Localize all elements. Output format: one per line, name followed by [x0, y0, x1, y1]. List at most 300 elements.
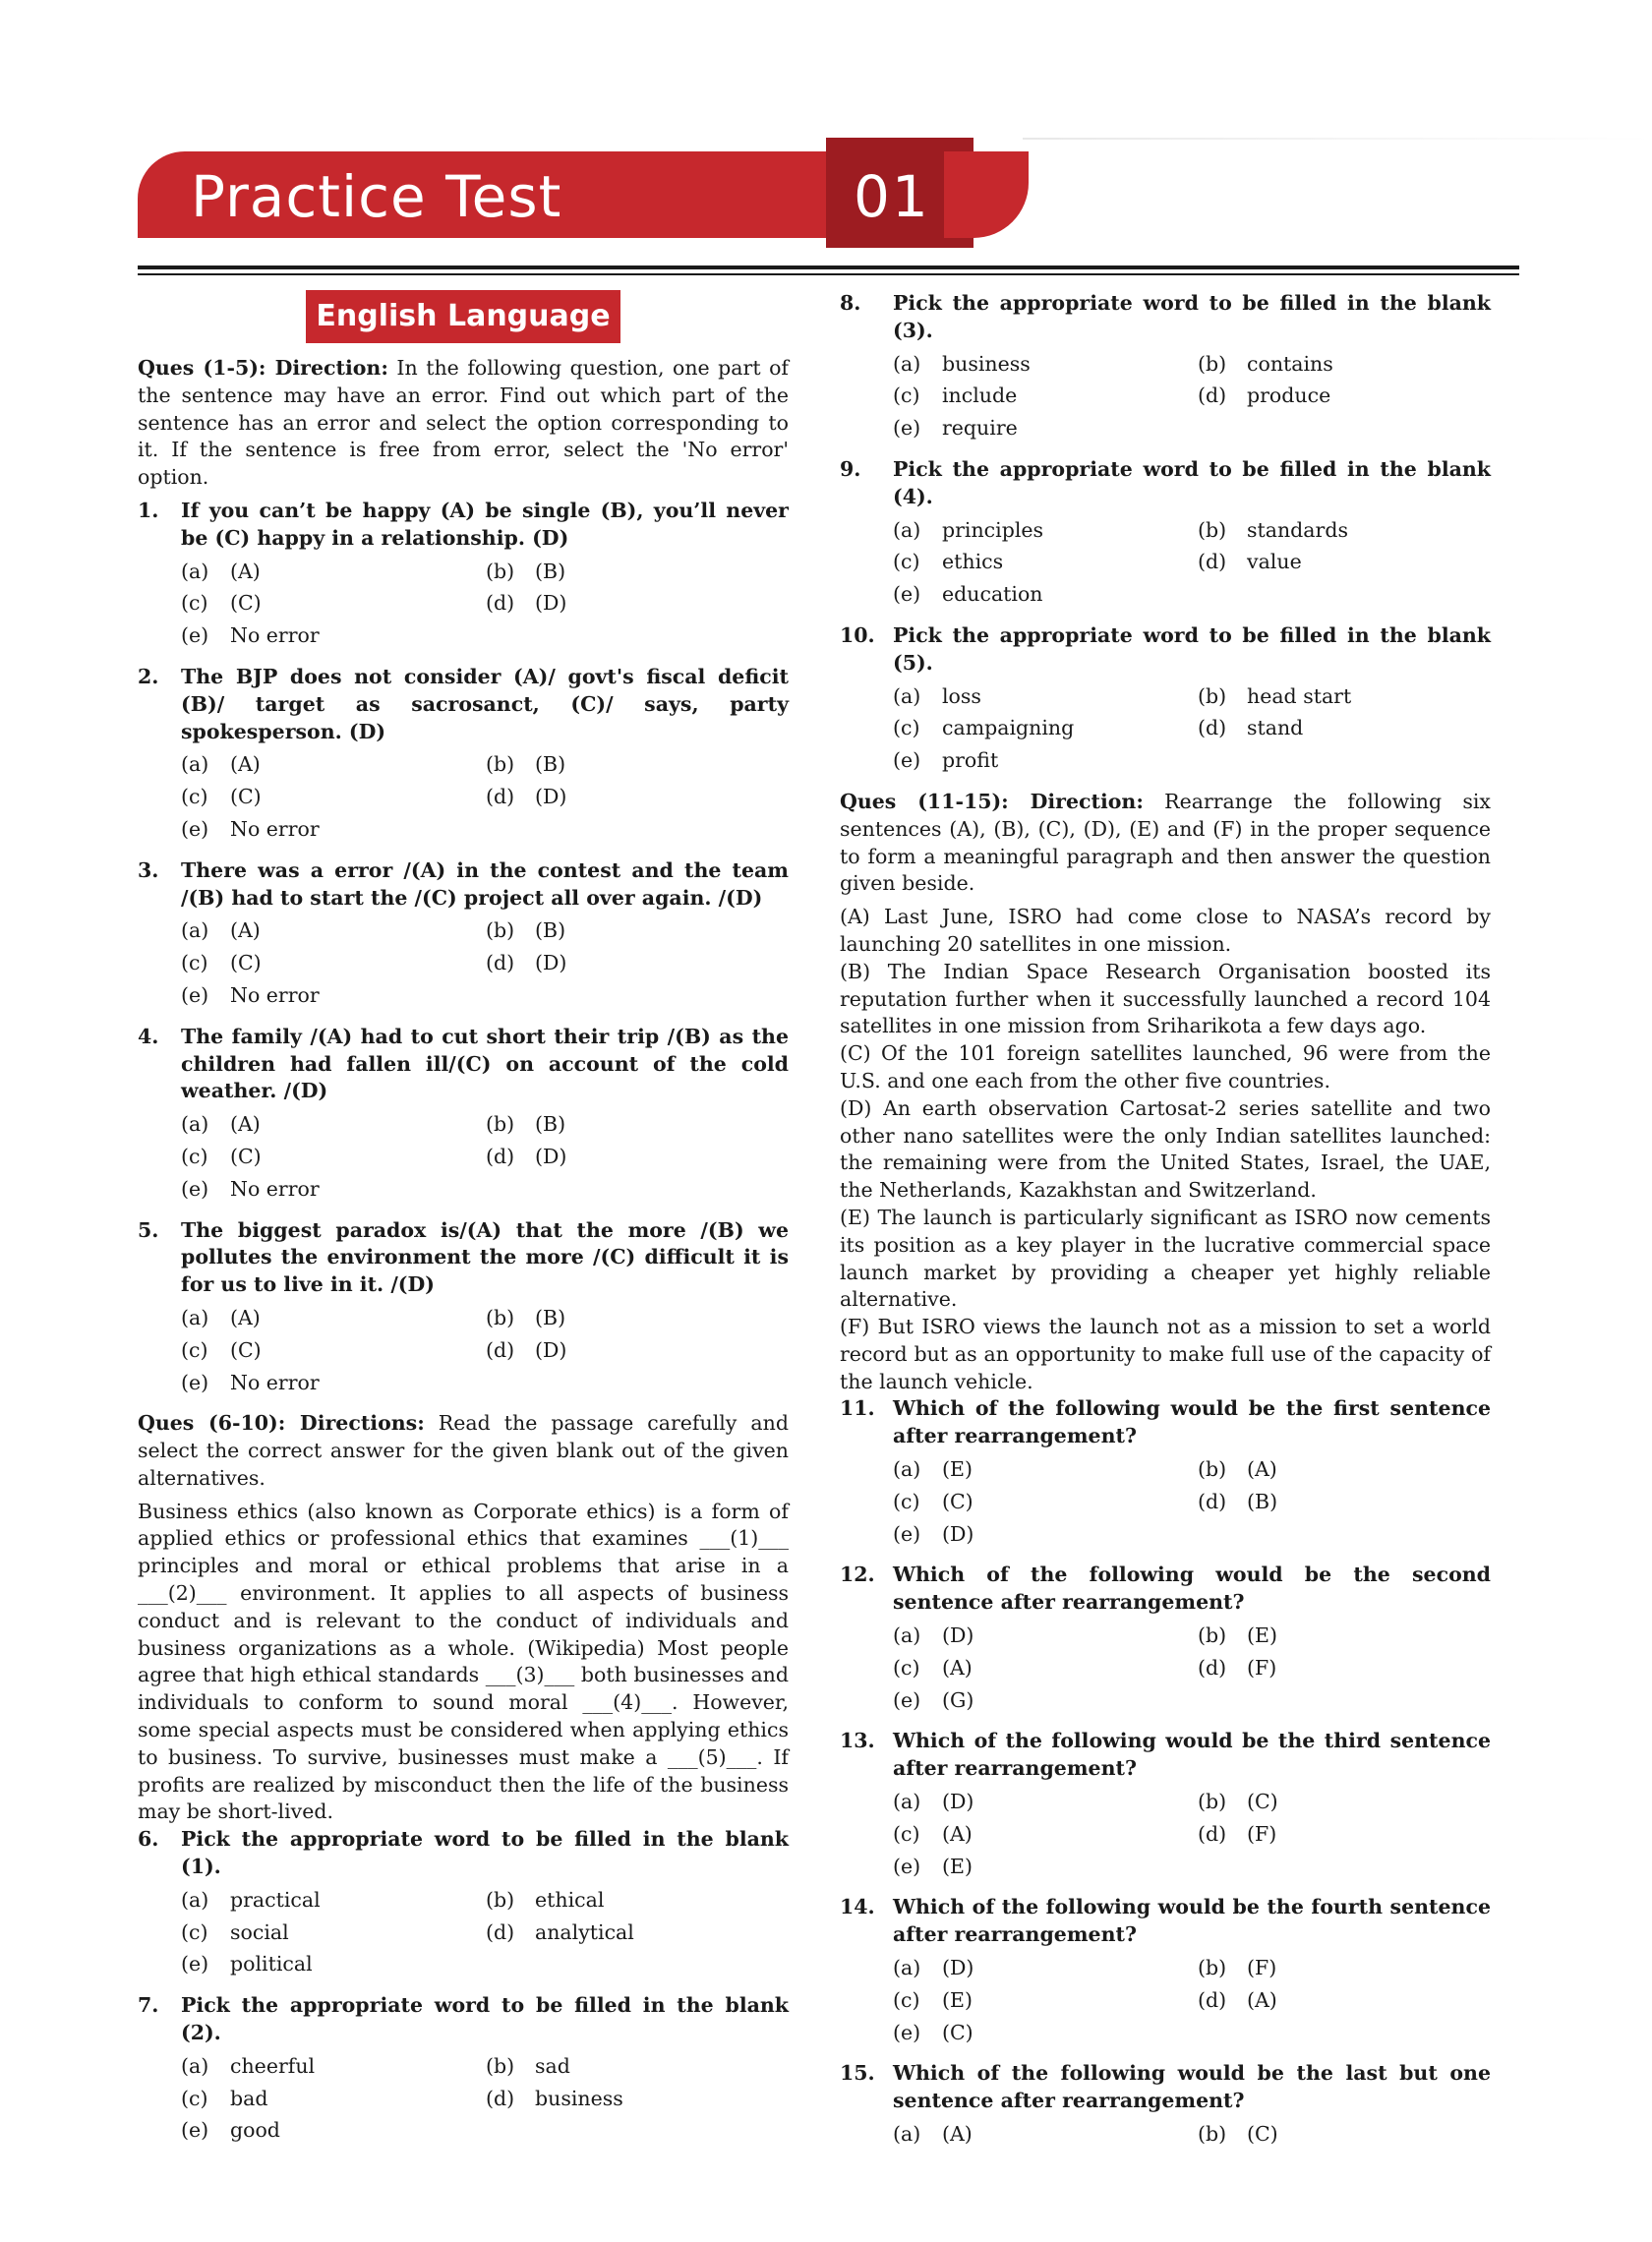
option-item	[181, 917, 486, 945]
option-text: value	[1247, 550, 1302, 574]
option-item	[486, 1919, 791, 1947]
option-item	[181, 590, 486, 618]
option-item	[181, 1111, 486, 1139]
option-letter: (e)	[893, 1687, 921, 1712]
option-letter: (e)	[181, 1370, 209, 1394]
option-item	[893, 415, 1198, 442]
option-list	[893, 2121, 1491, 2149]
option-text: (B)	[1247, 1489, 1278, 1513]
option-item	[893, 1821, 1198, 1849]
option-text: (D)	[942, 1790, 974, 1814]
option-item	[486, 559, 791, 586]
sentence-item: (E) The launch is particularly significant as ISRO now cements its position as a key player in the lucrative commercial space launch market by providing a cheaper yet highly reliable alternative.	[840, 1205, 1491, 1312]
left-column	[138, 290, 789, 2145]
option-letter: (b)	[1198, 1457, 1227, 1482]
option-item	[893, 1854, 1198, 1881]
option-letter: (a)	[893, 2122, 921, 2147]
question-item	[840, 1562, 1491, 1714]
option-letter: (b)	[486, 752, 515, 777]
option-item	[181, 1887, 486, 1915]
option-text: produce	[1247, 384, 1331, 408]
option-letter: (b)	[1198, 2122, 1227, 2147]
option-text: practical	[230, 1887, 321, 1912]
option-item	[486, 1337, 791, 1365]
option-list	[893, 1955, 1491, 2046]
option-letter: (b)	[1198, 351, 1227, 376]
question-number: 15.	[840, 2061, 875, 2086]
option-text: bad	[230, 2086, 268, 2110]
option-letter: (e)	[181, 982, 209, 1007]
option-text: (D)	[942, 1521, 974, 1546]
option-item	[893, 351, 1198, 379]
option-text: (F)	[1247, 1956, 1277, 1980]
divider-thin	[138, 273, 1519, 275]
option-item	[181, 950, 486, 977]
question-number: 11.	[840, 1396, 875, 1421]
option-item	[181, 982, 486, 1010]
direction-text: Rearrange the following six sentences (A), (B), (C), (D), (E) and (F) in the proper sequence to form a meaningful paragraph and then answer the question given beside.	[840, 789, 1491, 896]
question-item	[840, 290, 1491, 442]
option-item	[181, 751, 486, 779]
option-item	[181, 2086, 486, 2113]
option-text: analytical	[535, 1919, 634, 1944]
question-text: Which of the following would be the third sentence after rearrangement?	[893, 1729, 1491, 1781]
option-text: (F)	[1247, 1655, 1277, 1680]
option-letter: (b)	[1198, 1623, 1227, 1648]
option-text: (D)	[535, 1337, 567, 1362]
option-letter: (a)	[181, 752, 209, 777]
option-item	[486, 2086, 791, 2113]
question-number: 12.	[840, 1563, 875, 1587]
question-number: 6.	[138, 1827, 159, 1852]
option-list	[893, 683, 1491, 775]
option-text: business	[942, 351, 1031, 376]
question-text: Which of the following would be the fourth sentence after rearrangement?	[893, 1895, 1491, 1947]
option-text: sad	[535, 2053, 570, 2078]
divider-thick	[138, 266, 1519, 269]
option-text: (D)	[535, 951, 567, 975]
option-text: contains	[1247, 351, 1333, 376]
option-text: (G)	[942, 1687, 974, 1712]
direction-1	[138, 355, 789, 492]
option-text: No error	[230, 816, 320, 841]
question-number: 1.	[138, 498, 159, 522]
question-text: Which of the following would be the first sentence after rearrangement?	[893, 1396, 1491, 1448]
option-item	[486, 950, 791, 977]
option-list	[181, 2053, 789, 2145]
option-text: (C)	[942, 2020, 974, 2044]
option-letter: (c)	[893, 384, 920, 408]
question-line	[840, 1562, 1491, 1617]
question-number: 8.	[840, 291, 861, 315]
option-letter: (b)	[486, 559, 515, 583]
option-letter: (e)	[181, 1952, 209, 1976]
option-item	[893, 2121, 1198, 2149]
option-item	[1198, 1489, 1503, 1516]
option-letter: (b)	[486, 1887, 515, 1912]
question-item	[138, 1992, 789, 2145]
option-item	[1198, 1821, 1503, 1849]
option-item	[1198, 517, 1503, 545]
option-text: (A)	[230, 1305, 261, 1329]
option-letter: (d)	[1198, 1655, 1227, 1680]
option-letter: (d)	[486, 2086, 515, 2110]
direction-text: In the following question, one part of the sentence may have an error. Find out which part of the sentence has an error and select the option corresponding to it. If the sentence is free from error, select the 'No error' option.	[138, 356, 789, 490]
option-text: No error	[230, 982, 320, 1007]
option-list	[181, 1305, 789, 1396]
option-item	[486, 1111, 791, 1139]
question-item	[138, 1217, 789, 1397]
option-letter: (c)	[181, 591, 208, 616]
option-letter: (a)	[893, 517, 921, 542]
option-item	[893, 517, 1198, 545]
option-text: cheerful	[230, 2053, 316, 2078]
option-text: (C)	[230, 951, 262, 975]
sentence-item: (F) But ISRO views the launch not as a mission to set a world record but as an opportunity to make full use of the capacity of the launch vehicle.	[840, 1315, 1491, 1393]
option-text: ethics	[942, 550, 1004, 574]
option-item	[486, 784, 791, 811]
option-letter: (d)	[486, 591, 515, 616]
option-text: (C)	[1247, 2122, 1278, 2147]
option-letter: (c)	[893, 550, 920, 574]
question-number: 5.	[138, 1217, 159, 1242]
option-item	[181, 1919, 486, 1947]
option-item	[486, 2053, 791, 2081]
question-text: Pick the appropriate word to be filled in the blank (2).	[181, 1993, 789, 2045]
option-letter: (c)	[181, 1919, 208, 1944]
option-letter: (b)	[486, 2053, 515, 2078]
question-line	[138, 1826, 789, 1881]
option-text: (C)	[942, 1489, 974, 1513]
option-item	[893, 1622, 1198, 1650]
option-text: campaigning	[942, 716, 1075, 740]
option-item	[893, 715, 1198, 742]
option-item	[181, 1144, 486, 1171]
option-item	[486, 1305, 791, 1332]
option-text: head start	[1247, 683, 1352, 708]
option-text: (C)	[1247, 1790, 1278, 1814]
option-item	[181, 784, 486, 811]
option-text: profit	[942, 748, 999, 773]
question-item	[840, 622, 1491, 775]
option-item	[1198, 1789, 1503, 1816]
option-text: ethical	[535, 1887, 605, 1912]
option-letter: (a)	[181, 559, 209, 583]
option-letter: (e)	[893, 1854, 921, 1878]
sentence-item: (B) The Indian Space Research Organisation boosted its reputation further when it successfully launched a record 104 satellites in one mission from Sriharikota a few days ago.	[840, 959, 1491, 1038]
option-item	[486, 1887, 791, 1915]
option-item	[893, 581, 1198, 609]
option-item	[181, 1305, 486, 1332]
question-text: Pick the appropriate word to be filled in the blank (4).	[893, 456, 1491, 508]
option-item	[1198, 549, 1503, 576]
passage: Business ethics (also known as Corporate ethics) is a form of applied ethics or professional ethics that examines ___(1)___ principles and moral or ethical problems that arise in a ___(2)___ environment. It applies to all aspects of business conduct and is relevant to the conduct of individuals and business organizations as a whole. (Wikipedia) Most people agree that high ethical standards ___(3)___ both businesses and individuals to conform to sound moral ___(4)___. However, some special aspects must be considered when applying ethics to business. To survive, businesses must make a ___(5)___. If profits are realized by misconduct then the life of the business may be short-lived.	[138, 1499, 789, 1824]
option-text: (A)	[230, 918, 261, 943]
question-item	[138, 1826, 789, 1978]
question-line	[138, 857, 789, 913]
banner-tail	[944, 151, 1029, 238]
option-letter: (e)	[181, 2118, 209, 2143]
option-text: (A)	[230, 1112, 261, 1137]
option-item	[893, 383, 1198, 410]
option-item	[893, 1789, 1198, 1816]
option-letter: (d)	[486, 1144, 515, 1168]
option-letter: (e)	[893, 582, 921, 607]
question-line	[138, 1992, 789, 2047]
question-item	[840, 2060, 1491, 2148]
option-item	[181, 559, 486, 586]
question-line	[138, 498, 789, 553]
question-list-8-10	[840, 290, 1491, 775]
option-item	[486, 590, 791, 618]
option-text: stand	[1247, 716, 1304, 740]
option-text: (D)	[535, 591, 567, 616]
option-item	[1198, 683, 1503, 711]
option-list	[181, 917, 789, 1009]
option-item	[893, 1687, 1198, 1715]
option-letter: (a)	[893, 351, 921, 376]
option-text: (B)	[535, 1305, 566, 1329]
option-letter: (b)	[486, 1112, 515, 1137]
option-item	[893, 1521, 1198, 1549]
page-title: Practice Test	[191, 163, 562, 230]
option-text: (A)	[1247, 1987, 1277, 2012]
option-item	[486, 751, 791, 779]
option-list	[893, 351, 1491, 442]
option-letter: (d)	[486, 951, 515, 975]
option-letter: (d)	[1198, 550, 1227, 574]
option-list	[893, 1789, 1491, 1880]
option-letter: (a)	[893, 1623, 921, 1648]
option-item	[893, 1489, 1198, 1516]
option-letter: (a)	[893, 1956, 921, 1980]
question-line	[138, 1217, 789, 1299]
option-letter: (e)	[893, 1521, 921, 1546]
option-letter: (c)	[893, 1489, 920, 1513]
option-list	[893, 517, 1491, 609]
option-letter: (d)	[1198, 716, 1227, 740]
option-text: (C)	[230, 1337, 262, 1362]
option-letter: (e)	[893, 416, 921, 441]
right-column	[840, 290, 1491, 2149]
option-letter: (a)	[893, 1457, 921, 1482]
option-text: (D)	[942, 1956, 974, 1980]
question-text: Pick the appropriate word to be filled in the blank (3).	[893, 291, 1491, 342]
option-item	[181, 1370, 486, 1397]
option-text: (B)	[535, 918, 566, 943]
option-item	[486, 1144, 791, 1171]
option-letter: (b)	[1198, 1790, 1227, 1814]
option-letter: (a)	[181, 2053, 209, 2078]
option-text: (D)	[535, 785, 567, 809]
option-text: (D)	[942, 1623, 974, 1648]
question-number: 13.	[840, 1729, 875, 1753]
question-text: Which of the following would be the last but one sentence after rearrangement?	[893, 2061, 1491, 2113]
option-item	[893, 549, 1198, 576]
question-line	[840, 1728, 1491, 1783]
sentence-item: (A) Last June, ISRO had come close to NASA’s record by launching 20 satellites in one mission.	[840, 905, 1491, 956]
option-item	[181, 2053, 486, 2081]
question-item	[138, 498, 789, 650]
question-text: There was a error /(A) in the contest and the team /(B) had to start the /(C) project all over again. /(D)	[181, 857, 789, 910]
option-text: (A)	[1247, 1457, 1277, 1482]
option-letter: (d)	[1198, 384, 1227, 408]
question-item	[138, 664, 789, 844]
option-letter: (a)	[181, 1305, 209, 1329]
option-letter: (c)	[181, 951, 208, 975]
question-text: Pick the appropriate word to be filled in the blank (5).	[893, 622, 1491, 675]
option-text: (F)	[1247, 1821, 1277, 1846]
question-list-6-7	[138, 1826, 789, 2145]
option-letter: (e)	[181, 623, 209, 648]
option-item	[893, 683, 1198, 711]
question-line	[138, 1024, 789, 1105]
option-letter: (b)	[486, 1305, 515, 1329]
question-line	[840, 456, 1491, 511]
option-item	[181, 816, 486, 844]
option-text: (E)	[1247, 1623, 1277, 1648]
option-letter: (d)	[1198, 1489, 1227, 1513]
question-text: The biggest paradox is/(A) that the more /(B) we pollutes the environment the more /(C) difficult it is for us to live in it. /(D)	[181, 1217, 789, 1297]
option-text: (E)	[942, 1987, 973, 2012]
option-text: (A)	[230, 559, 261, 583]
option-letter: (d)	[1198, 1987, 1227, 2012]
direction-text: Read the passage carefully and select the correct answer for the given blank out of the given alternatives.	[138, 1411, 789, 1490]
option-letter: (c)	[893, 1987, 920, 2012]
option-item	[181, 622, 486, 650]
option-letter: (e)	[181, 1176, 209, 1201]
option-text: (A)	[942, 1655, 973, 1680]
option-letter: (c)	[181, 785, 208, 809]
option-item	[1198, 1955, 1503, 1982]
option-item	[1198, 351, 1503, 379]
option-text: No error	[230, 623, 320, 648]
option-item	[1198, 1655, 1503, 1682]
question-item	[840, 1728, 1491, 1880]
question-line	[840, 1894, 1491, 1949]
option-text: political	[230, 1952, 313, 1976]
option-letter: (c)	[893, 1821, 920, 1846]
direction-3	[840, 789, 1491, 898]
option-item	[1198, 1987, 1503, 2015]
option-item	[893, 1456, 1198, 1484]
option-item	[893, 1987, 1198, 2015]
header-banner	[138, 138, 1514, 236]
question-text: Pick the appropriate word to be filled in the blank (1).	[181, 1827, 789, 1879]
option-text: loss	[942, 683, 981, 708]
option-text: (D)	[535, 1144, 567, 1168]
option-text: (C)	[230, 785, 262, 809]
option-letter: (c)	[181, 2086, 208, 2110]
option-text: (A)	[230, 752, 261, 777]
option-letter: (c)	[181, 1337, 208, 1362]
direction-2	[138, 1410, 789, 1492]
option-letter: (c)	[893, 716, 920, 740]
option-text: (A)	[942, 2122, 973, 2147]
option-text: (E)	[942, 1457, 973, 1482]
question-item	[840, 1894, 1491, 2046]
option-item	[893, 747, 1198, 775]
option-item	[893, 2020, 1198, 2047]
option-item	[1198, 715, 1503, 742]
test-number: 01	[854, 163, 930, 230]
question-number: 3.	[138, 857, 159, 882]
sentence-list	[840, 904, 1491, 1395]
question-number: 7.	[138, 1993, 159, 2018]
option-letter: (a)	[893, 1790, 921, 1814]
question-text: If you can’t be happy (A) be single (B), you’ll never be (C) happy in a relationship. (D)	[181, 498, 789, 550]
option-letter: (d)	[1198, 1821, 1227, 1846]
question-number: 4.	[138, 1024, 159, 1048]
option-letter: (e)	[893, 2020, 921, 2044]
option-letter: (b)	[1198, 683, 1227, 708]
question-item	[138, 857, 789, 1010]
question-text: The BJP does not consider (A)/ govt's fiscal deficit (B)/ target as sacrosanct, (C)/ says, party spokesperson. (D)	[181, 664, 789, 743]
option-text: education	[942, 582, 1043, 607]
option-list	[181, 1887, 789, 1978]
question-list-1-5	[138, 498, 789, 1396]
question-text: Which of the following would be the second sentence after rearrangement?	[893, 1563, 1491, 1615]
option-text: social	[230, 1919, 289, 1944]
section-title: English Language	[306, 290, 620, 343]
option-letter: (d)	[486, 1337, 515, 1362]
option-item	[1198, 2121, 1503, 2149]
question-number: 2.	[138, 664, 159, 688]
question-number: 10.	[840, 622, 875, 647]
question-number: 9.	[840, 456, 861, 481]
option-text: business	[535, 2086, 623, 2110]
option-letter: (c)	[893, 1655, 920, 1680]
option-letter: (e)	[181, 816, 209, 841]
option-item	[1198, 383, 1503, 410]
option-letter: (d)	[486, 785, 515, 809]
option-item	[1198, 1622, 1503, 1650]
sentence-item: (C) Of the 101 foreign satellites launched, 96 were from the U.S. and one each from the other five countries.	[840, 1041, 1491, 1092]
option-text: (B)	[535, 1112, 566, 1137]
option-list	[181, 559, 789, 650]
option-letter: (b)	[1198, 517, 1227, 542]
option-letter: (e)	[893, 748, 921, 773]
option-text: (B)	[535, 752, 566, 777]
option-list	[181, 751, 789, 843]
option-text: (C)	[230, 1144, 262, 1168]
option-text: No error	[230, 1176, 320, 1201]
option-letter: (b)	[1198, 1956, 1227, 1980]
direction-label: Ques (11-15): Direction:	[840, 789, 1144, 813]
option-text: require	[942, 416, 1018, 441]
option-list	[181, 1111, 789, 1203]
question-number: 14.	[840, 1895, 875, 1919]
option-letter: (a)	[181, 1112, 209, 1137]
option-item	[181, 1176, 486, 1204]
option-letter: (b)	[486, 918, 515, 943]
option-text: good	[230, 2118, 280, 2143]
option-text: (C)	[230, 591, 262, 616]
question-item	[840, 1395, 1491, 1548]
option-text: (B)	[535, 559, 566, 583]
option-list	[893, 1622, 1491, 1714]
option-item	[181, 2117, 486, 2145]
option-item	[893, 1955, 1198, 1982]
option-letter: (a)	[181, 1887, 209, 1912]
direction-label: Ques (1-5): Direction:	[138, 356, 388, 380]
direction-label: Ques (6-10): Directions:	[138, 1411, 425, 1436]
option-item	[893, 1655, 1198, 1682]
option-text: No error	[230, 1370, 320, 1394]
option-item	[181, 1337, 486, 1365]
option-list	[893, 1456, 1491, 1548]
question-line	[840, 2060, 1491, 2115]
